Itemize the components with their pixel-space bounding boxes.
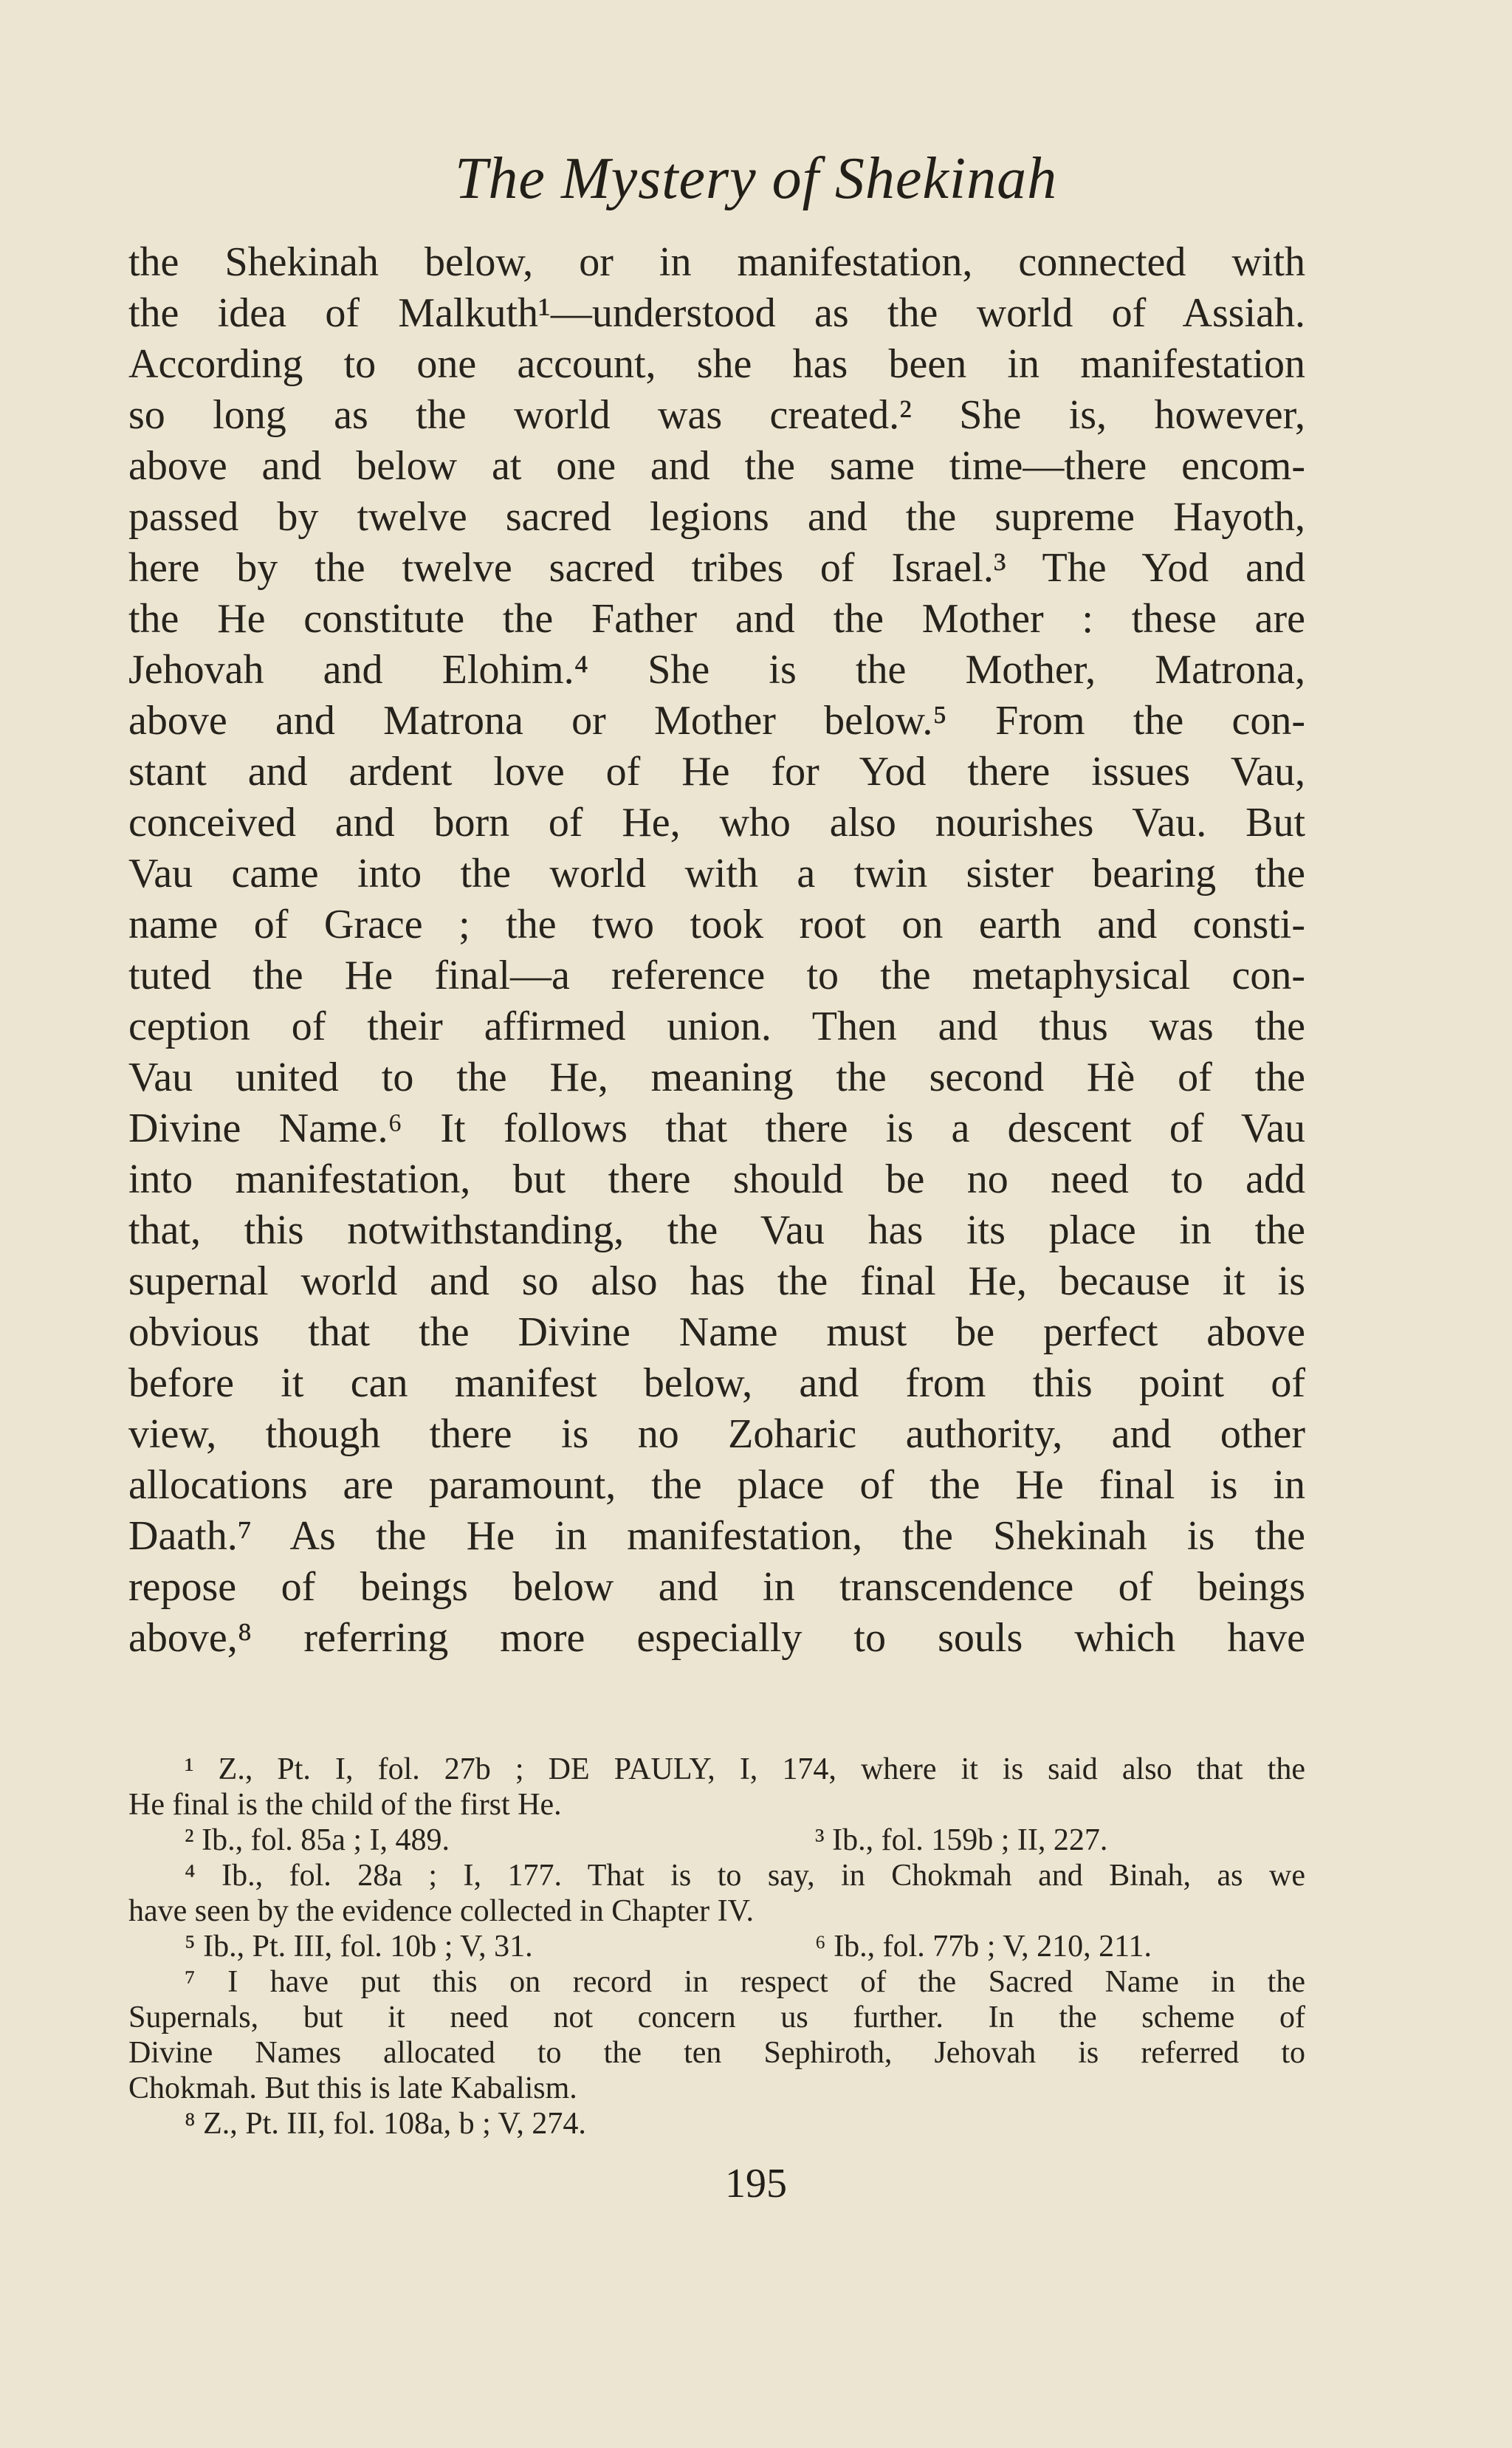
body-line: According to one account, she has been in manifestation	[128, 341, 1305, 387]
body-line: the idea of Malkuth¹—understood as the world of Assiah.	[128, 290, 1305, 336]
body-line: allocations are paramount, the place of the He final is in	[128, 1462, 1305, 1508]
footnote-line	[128, 1823, 1305, 1858]
body-line: the Shekinah below, or in manifestation, connected with	[128, 239, 1305, 285]
body-line: obvious that the Divine Name must be perfect above	[128, 1309, 1305, 1355]
footnote-3: ³ Ib., fol. 159b ; II, 227.	[815, 1823, 1108, 1857]
footnote-2: ² Ib., fol. 85a ; I, 489.	[185, 1823, 450, 1857]
footnote-line: ⁴ Ib., fol. 28a ; I, 177. That is to say, in Chokmah and Binah, as we	[185, 1859, 1305, 1893]
body-line: Jehovah and Elohim.⁴ She is the Mother, Matrona,	[128, 647, 1305, 693]
footnote-5: ⁵ Ib., Pt. III, fol. 10b ; V, 31.	[185, 1930, 533, 1964]
body-line: Vau came into the world with a twin sister bearing the	[128, 851, 1305, 896]
body-line: here by the twelve sacred tribes of Israel.³ The Yod and	[128, 545, 1305, 591]
body-line: repose of beings below and in transcendence of beings	[128, 1564, 1305, 1610]
footnote-line: Chokmah. But this is late Kabalism.	[128, 2071, 577, 2105]
body-line: into manifestation, but there should be no need to add	[128, 1156, 1305, 1202]
body-line: passed by twelve sacred legions and the supreme Hayoth,	[128, 494, 1305, 540]
body-line: name of Grace ; the two took root on earth and consti-	[128, 902, 1305, 947]
body-line: above,⁸ referring more especially to souls which have	[128, 1615, 1305, 1661]
running-head: The Mystery of Shekinah	[454, 146, 1058, 211]
footnote-line	[128, 1929, 1305, 1964]
body-line: so long as the world was created.² She is, however,	[128, 392, 1305, 438]
body-line: above and below at one and the same time—there encom-	[128, 443, 1305, 489]
footnote-line: He final is the child of the first He.	[128, 1788, 562, 1822]
body-line: stant and ardent love of He for Yod there issues Vau,	[128, 749, 1305, 795]
body-line: the He constitute the Father and the Mother : these are	[128, 596, 1305, 642]
body-line: above and Matrona or Mother below.⁵ From the con-	[128, 698, 1305, 744]
footnote-line: ⁷ I have put this on record in respect of the Sacred Name in the	[185, 1965, 1305, 1999]
body-line: view, though there is no Zoharic authority, and other	[128, 1411, 1305, 1457]
body-line: that, this notwithstanding, the Vau has its place in the	[128, 1207, 1305, 1253]
footnote-line: Divine Names allocated to the ten Sephiroth, Jehovah is referred to	[128, 2036, 1305, 2070]
body-line: supernal world and so also has the final He, because it is	[128, 1258, 1305, 1304]
footnote-line: Supernals, but it need not concern us further. In the scheme of	[128, 2000, 1305, 2034]
body-line: Divine Name.⁶ It follows that there is a descent of Vau	[128, 1105, 1305, 1151]
body-line: Vau united to the He, meaning the second Hè of the	[128, 1055, 1305, 1100]
body-line: Daath.⁷ As the He in manifestation, the Shekinah is the	[128, 1513, 1305, 1559]
body-line: tuted the He final—a reference to the metaphysical con-	[128, 953, 1305, 998]
page-number: 195	[725, 2161, 787, 2207]
footnote-line: have seen by the evidence collected in Chapter IV.	[128, 1894, 755, 1928]
body-line: ception of their affirmed union. Then and thus was the	[128, 1004, 1305, 1049]
body-line: conceived and born of He, who also nourishes Vau. But	[128, 800, 1305, 846]
footnote-6: ⁶ Ib., fol. 77b ; V, 210, 211.	[815, 1930, 1152, 1964]
footnote-line: ⁸ Z., Pt. III, fol. 108a, b ; V, 274.	[185, 2107, 586, 2141]
body-line: before it can manifest below, and from this point of	[128, 1360, 1305, 1406]
footnote-line: ¹ Z., Pt. I, fol. 27b ; DE PAULY, I, 174, where it is said also that the	[185, 1752, 1305, 1786]
